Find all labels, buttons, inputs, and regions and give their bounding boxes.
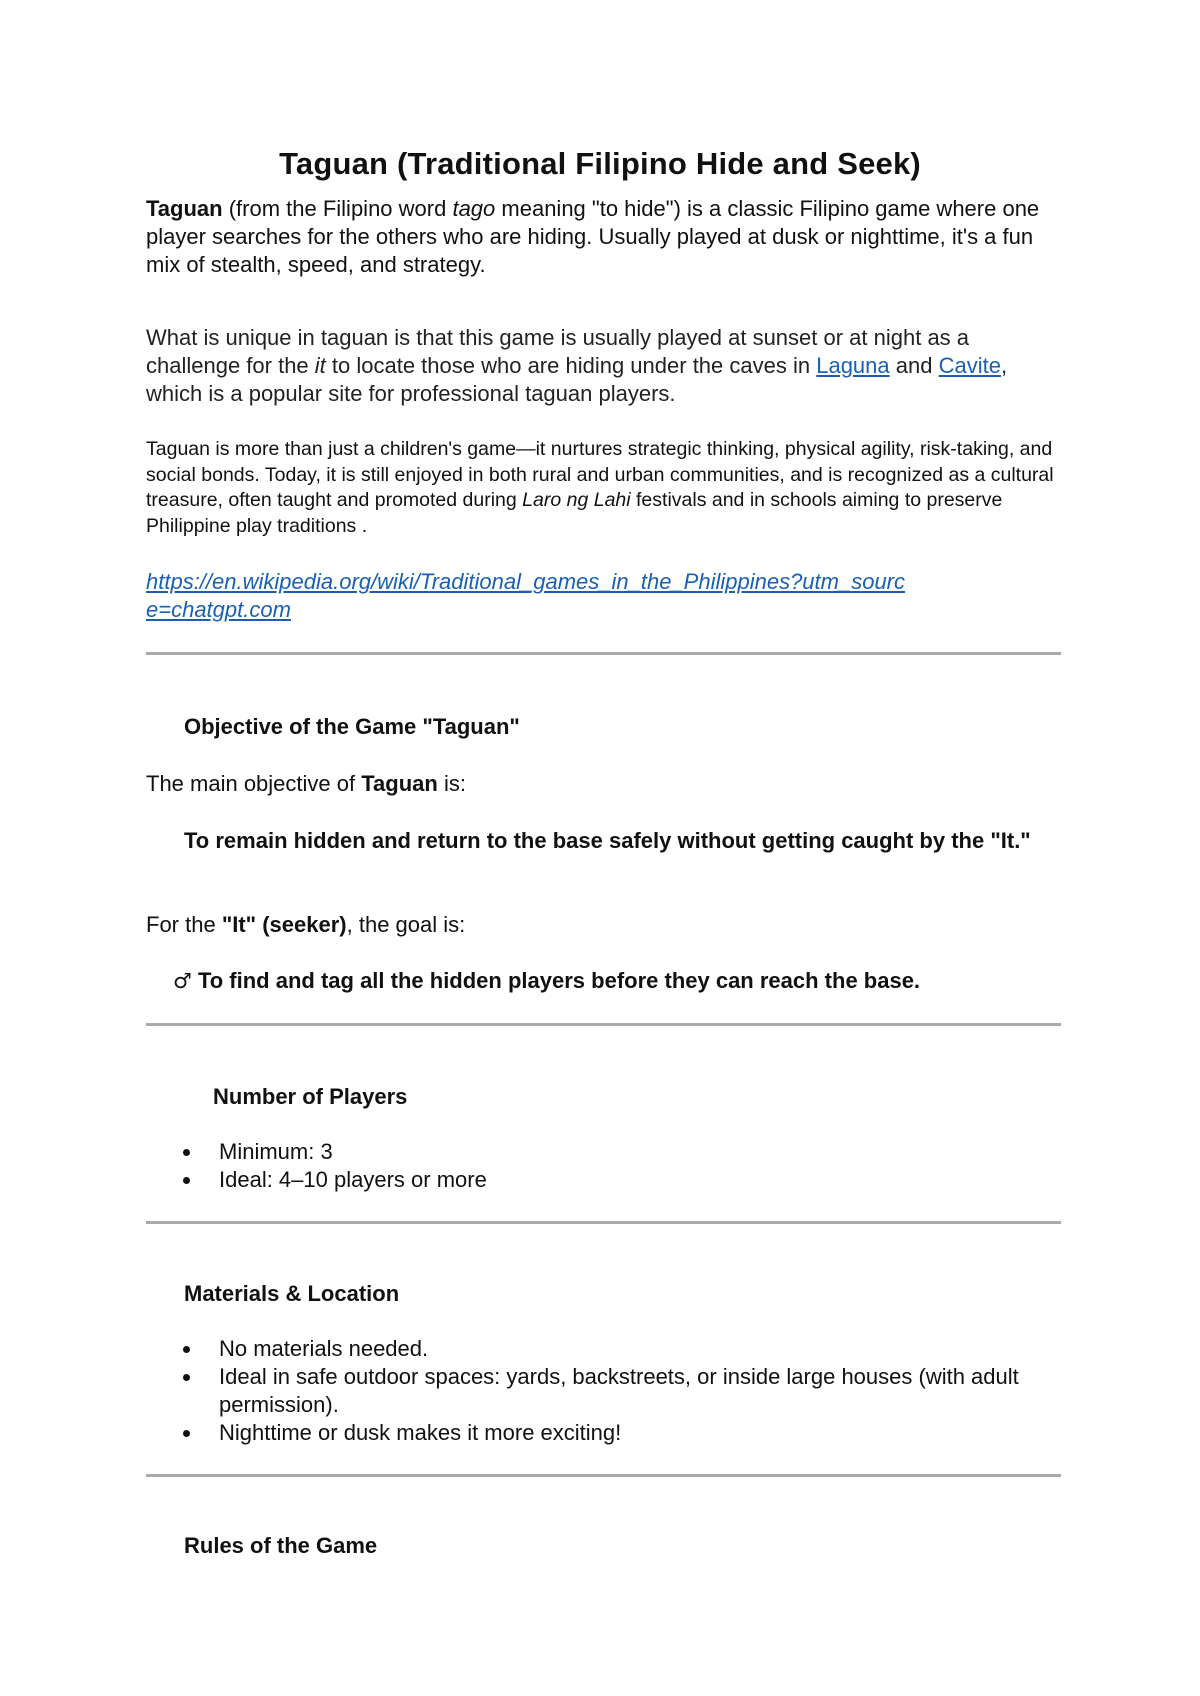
seeker-goal: To find and tag all the hidden players before they can reach the base. bbox=[197, 968, 921, 993]
cultural-text-1: Taguan is more than just a children's game—it nurtures strategic thinking, physical agility, risk-taking, and social bonds. Today, it is still enjoyed in both rural and urban communities, and is recognized as a cultural treasure, often taught and promoted during bbox=[146, 438, 1054, 511]
intro-paragraph bbox=[146, 195, 1061, 279]
intro-word: tago bbox=[452, 196, 496, 221]
cultural-paragraph bbox=[146, 437, 1061, 539]
intro-text-1: (from the Filipino word bbox=[222, 196, 453, 221]
intro-text-2: meaning "to hide") is a classic Filipino game where one player searches for the others who are hiding. Usually played at dusk or nighttime, it's a fun mix of stealth, speed, and strategy. bbox=[146, 196, 1040, 277]
laguna-link[interactable]: Laguna bbox=[816, 353, 890, 378]
list-item bbox=[146, 1419, 1061, 1447]
unique-text-1: What is unique in taguan is that this game is usually played at sunset or at night as a challenge for the bbox=[146, 325, 970, 378]
seeker-lead bbox=[146, 911, 1061, 939]
players-heading: Number of Players bbox=[213, 1084, 408, 1109]
unique-text-2: to locate those who are hiding under the caves in bbox=[325, 353, 817, 378]
objective-lead bbox=[146, 770, 1061, 798]
bullet-icon bbox=[183, 1149, 190, 1156]
seeker-goal-line bbox=[173, 967, 1053, 995]
festival-name: Laro ng Lahi bbox=[522, 489, 631, 511]
wikipedia-source-link[interactable]: https://en.wikipedia.org/wiki/Traditional_games_in_the_Philippines?utm_source=chatgpt.com bbox=[146, 569, 906, 622]
player-item-text: Ideal: 4–10 players or more bbox=[219, 1167, 487, 1192]
unique-text-3: , which is a popular site for professional taguan players. bbox=[146, 353, 1008, 406]
players-list bbox=[146, 1138, 1061, 1194]
page-title: Taguan (Traditional Filipino Hide and Seek) bbox=[279, 146, 921, 181]
seeker-lead-text-1: For the bbox=[146, 912, 222, 937]
divider-1 bbox=[146, 652, 1061, 655]
unique-it: it bbox=[314, 353, 326, 378]
divider-4 bbox=[146, 1474, 1061, 1477]
rules-heading: Rules of the Game bbox=[184, 1533, 378, 1558]
list-item bbox=[146, 1363, 1061, 1419]
bullet-icon bbox=[183, 1430, 190, 1437]
objective-lead-text-1: The main objective of bbox=[146, 771, 362, 796]
intro-term: Taguan bbox=[146, 196, 223, 221]
material-item-text: Nighttime or dusk makes it more exciting! bbox=[219, 1420, 622, 1445]
material-item-text: No materials needed. bbox=[219, 1336, 429, 1361]
cultural-text-2: festivals and in schools aiming to preserve Philippine play traditions . bbox=[146, 489, 1003, 537]
hiders-goal: To remain hidden and return to the base safely without getting caught by the "It." bbox=[184, 828, 1031, 853]
bullet-icon bbox=[183, 1177, 190, 1184]
unique-and: and bbox=[889, 353, 939, 378]
objective-lead-term: Taguan bbox=[361, 771, 438, 796]
bullet-icon bbox=[183, 1346, 190, 1353]
cavite-link[interactable]: Cavite bbox=[938, 353, 1001, 378]
bullet-icon bbox=[183, 1374, 190, 1381]
divider-3 bbox=[146, 1221, 1061, 1224]
list-item bbox=[146, 1335, 1061, 1363]
divider-2 bbox=[146, 1023, 1061, 1026]
objective-heading: Objective of the Game "Taguan" bbox=[184, 714, 520, 739]
material-item-text: Ideal in safe outdoor spaces: yards, backstreets, or inside large houses (with adult permission). bbox=[219, 1364, 1019, 1417]
list-item bbox=[146, 1166, 1061, 1194]
materials-heading: Materials & Location bbox=[184, 1281, 400, 1306]
source-link-paragraph bbox=[146, 568, 906, 624]
male-sign-icon: ♂ bbox=[173, 969, 192, 993]
player-item-text: Minimum: 3 bbox=[219, 1139, 333, 1164]
seeker-term: "It" (seeker) bbox=[221, 912, 347, 937]
unique-paragraph bbox=[146, 324, 1061, 408]
objective-lead-text-2: is: bbox=[437, 771, 466, 796]
seeker-lead-text-2: , the goal is: bbox=[346, 912, 466, 937]
materials-list bbox=[146, 1335, 1061, 1447]
list-item bbox=[146, 1138, 1061, 1166]
